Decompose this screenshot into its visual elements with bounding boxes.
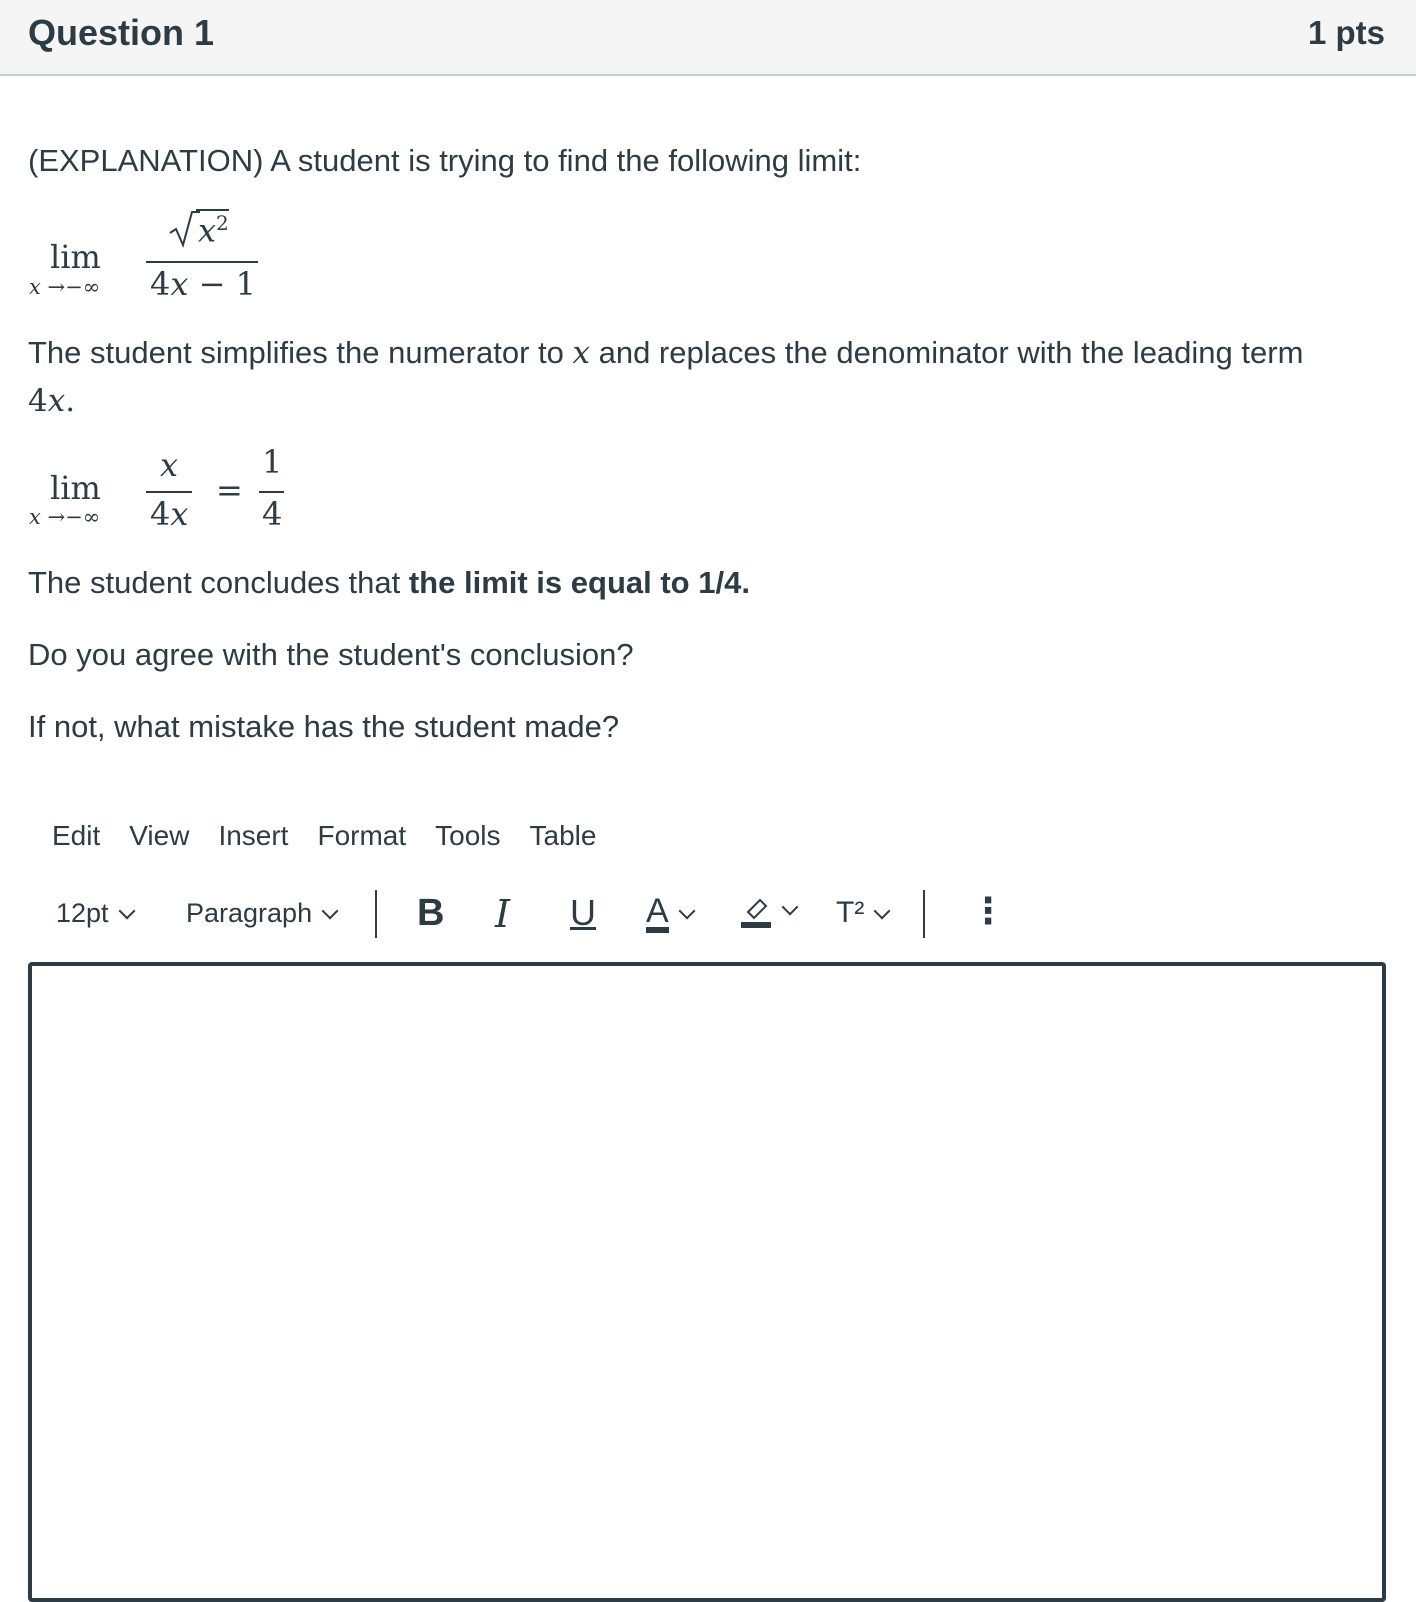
highlighter-icon bbox=[740, 894, 772, 928]
chevron-down-icon bbox=[874, 903, 891, 920]
chevron-down-icon bbox=[118, 903, 135, 920]
fraction-bar bbox=[146, 261, 258, 263]
toolbar-divider bbox=[923, 890, 925, 938]
italic-button[interactable]: I bbox=[495, 892, 511, 936]
highlight-color-button[interactable] bbox=[740, 894, 796, 928]
equals-sign: = bbox=[216, 471, 243, 509]
lim-label: lim bbox=[50, 238, 101, 276]
chevron-down-icon bbox=[782, 899, 799, 916]
simplify-paragraph: The student simplifies the numerator to x and replaces the denominator with the leading term bbox=[28, 335, 1304, 371]
menu-table[interactable]: Table bbox=[529, 820, 597, 851]
result-denominator: 4 bbox=[262, 495, 283, 533]
toolbar-divider bbox=[375, 890, 377, 938]
leading-term: 4x. bbox=[28, 383, 76, 419]
menu-tools[interactable]: Tools bbox=[435, 820, 501, 851]
question-header bbox=[0, 0, 1416, 76]
underline-button[interactable]: U bbox=[570, 892, 596, 933]
menu-insert[interactable]: Insert bbox=[218, 820, 289, 851]
lim-subscript: x →−∞ bbox=[29, 505, 101, 529]
denominator: 4x − 1 bbox=[150, 265, 256, 303]
prompt-agree: Do you agree with the student's conclusion? bbox=[28, 637, 634, 672]
denominator: 4x bbox=[150, 495, 189, 533]
editor-menubar bbox=[52, 820, 625, 852]
result-numerator: 1 bbox=[262, 443, 283, 481]
question-title: Question 1 bbox=[28, 12, 215, 53]
conclusion-paragraph: The student concludes that the limit is equal to 1/4. bbox=[28, 565, 750, 600]
font-size-select[interactable]: 12pt bbox=[56, 898, 133, 929]
menu-format[interactable]: Format bbox=[317, 820, 407, 851]
answer-editor[interactable] bbox=[28, 962, 1386, 1602]
fraction-bar bbox=[146, 491, 192, 493]
menu-edit[interactable]: Edit bbox=[52, 820, 101, 851]
question-intro: (EXPLANATION) A student is trying to find the following limit: bbox=[28, 143, 862, 178]
lim-label: lim bbox=[50, 469, 101, 507]
chevron-down-icon bbox=[678, 903, 695, 920]
text-color-button[interactable]: A bbox=[646, 892, 693, 933]
superscript-button[interactable]: T² bbox=[836, 896, 888, 930]
block-format-select[interactable]: Paragraph bbox=[186, 898, 336, 929]
chevron-down-icon bbox=[322, 903, 339, 920]
prompt-mistake: If not, what mistake has the student made? bbox=[28, 709, 620, 744]
menu-view[interactable]: View bbox=[129, 820, 190, 851]
lim-subscript: x →−∞ bbox=[29, 275, 101, 299]
sqrt-radicand: $x^2$ bbox=[198, 211, 229, 250]
more-vertical-icon[interactable]: ⋮ bbox=[970, 890, 1006, 931]
bold-button[interactable]: B bbox=[417, 892, 445, 934]
editor-toolbar bbox=[0, 880, 1416, 950]
numerator: x bbox=[160, 446, 179, 484]
question-points: 1 pts bbox=[1307, 14, 1385, 51]
fraction-bar bbox=[259, 491, 284, 493]
